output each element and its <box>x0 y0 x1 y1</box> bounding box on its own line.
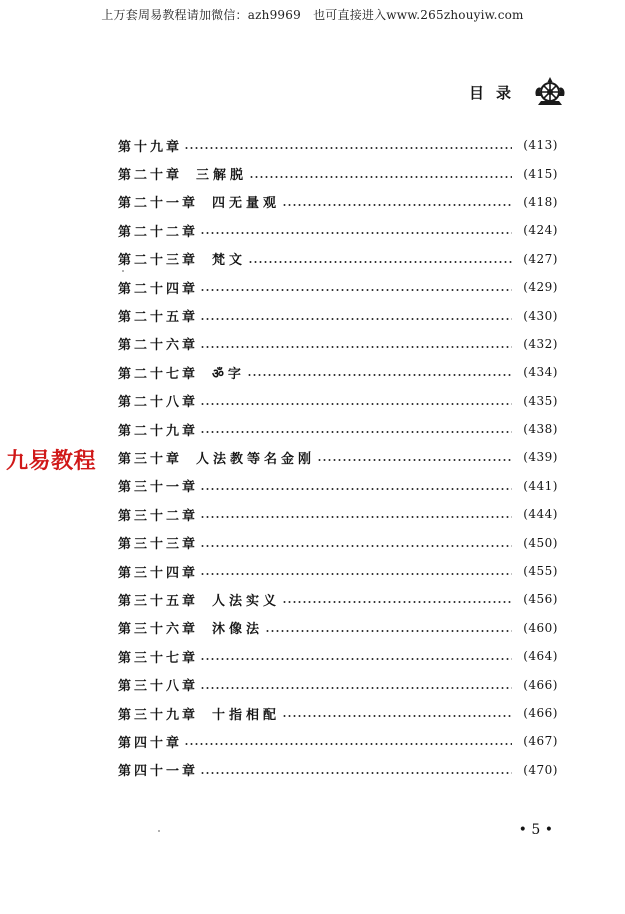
dot-leader <box>200 318 512 320</box>
chapter-label: 第二十二章 <box>118 224 199 240</box>
toc-page-number: (470) <box>523 762 558 777</box>
chapter-title: 沐像法 <box>212 622 264 638</box>
page-title: 目录 <box>468 83 523 102</box>
toc-row <box>118 245 558 273</box>
chapter-title: 人法实义 <box>212 593 281 609</box>
toc-page-number: (439) <box>523 450 558 465</box>
toc-page-number: (430) <box>523 308 558 323</box>
dot-leader <box>200 573 512 575</box>
side-brand-watermark: 九易教程 <box>6 449 97 474</box>
toc-page-number: (467) <box>523 734 558 749</box>
toc-row <box>118 557 558 585</box>
section-header <box>469 76 567 108</box>
chapter-label: 第十九章 <box>118 139 183 155</box>
chapter-title: 十指相配 <box>212 707 281 723</box>
chapter-title: 梵文 <box>212 253 247 269</box>
dot-leader <box>282 601 512 603</box>
chapter-label: 第三十四章 <box>118 565 199 581</box>
scan-speck <box>158 830 160 832</box>
dot-leader <box>200 488 512 490</box>
chapter-title: 人法教等名金刚 <box>196 451 316 467</box>
chapter-label: 第三十一章 <box>118 480 199 496</box>
chapter-label: 第二十三章 <box>118 253 199 269</box>
toc-row <box>118 642 558 670</box>
toc-row <box>118 585 558 613</box>
toc-page-number: (432) <box>523 336 558 351</box>
toc-page-number: (415) <box>523 166 558 181</box>
chapter-label: 第二十六章 <box>118 338 199 354</box>
dot-leader <box>282 715 512 717</box>
chapter-label: 第三十八章 <box>118 679 199 695</box>
chapter-title: ॐ字 <box>212 366 245 382</box>
chapter-label: 第二十章 <box>118 168 183 184</box>
toc-row <box>118 699 558 727</box>
toc-row <box>118 472 558 500</box>
dot-leader <box>200 346 512 348</box>
toc-row <box>118 301 558 329</box>
toc-row <box>118 358 558 386</box>
toc-page-number: (441) <box>523 478 558 493</box>
dot-leader <box>184 147 512 149</box>
toc-page-number: (427) <box>523 251 558 266</box>
dot-leader <box>200 232 512 234</box>
toc-page-number: (434) <box>523 365 558 380</box>
dot-leader <box>200 289 512 291</box>
toc-row <box>118 528 558 556</box>
toc-row <box>118 188 558 216</box>
toc-row <box>118 500 558 528</box>
toc-row <box>118 216 558 244</box>
page-number: • 5 • <box>518 822 553 838</box>
toc-row <box>118 415 558 443</box>
toc-row <box>118 273 558 301</box>
toc-row <box>118 670 558 698</box>
toc-row <box>118 614 558 642</box>
chapter-label: 第二十九章 <box>118 423 199 439</box>
chapter-label: 第二十四章 <box>118 281 199 297</box>
toc-page-number: (464) <box>523 649 558 664</box>
chapter-label: 第三十三章 <box>118 537 199 553</box>
dot-leader <box>200 403 512 405</box>
chapter-label: 第三十六章 <box>118 622 199 638</box>
chapter-label: 第四十一章 <box>118 764 199 780</box>
dot-leader <box>200 545 512 547</box>
toc-page-number: (435) <box>523 393 558 408</box>
dot-leader <box>248 261 512 263</box>
watermark-banner: 上万套周易教程请加微信：azh9969 也可直接进入www.265zhouyiw.com <box>101 8 524 22</box>
chapter-label: 第三十七章 <box>118 650 199 666</box>
chapter-label: 第三十二章 <box>118 508 199 524</box>
chapter-label: 第三十章 <box>118 451 183 467</box>
toc-page-number: (455) <box>523 564 558 579</box>
chapter-label: 第三十九章 <box>118 707 199 723</box>
toc-page-number: (413) <box>523 138 558 153</box>
chapter-label: 第二十一章 <box>118 196 199 212</box>
dot-leader <box>200 772 512 774</box>
dot-leader <box>247 374 512 376</box>
dot-leader <box>249 176 512 178</box>
toc-row <box>118 756 558 784</box>
toc-row <box>118 387 558 415</box>
toc-page-number: (466) <box>523 706 558 720</box>
toc-page-number: (444) <box>523 507 558 522</box>
dot-leader <box>317 459 512 461</box>
toc-row <box>118 330 558 358</box>
scan-speck <box>122 270 124 272</box>
toc-page-number: (438) <box>523 422 558 437</box>
toc-page-number: (418) <box>523 194 558 209</box>
toc-row <box>118 727 558 755</box>
toc-page-number: (429) <box>523 280 558 295</box>
dot-leader <box>200 658 512 660</box>
toc-page-number: (450) <box>523 535 558 550</box>
toc-row <box>118 131 558 159</box>
chapter-label: 第二十五章 <box>118 310 199 326</box>
toc-page-number: (460) <box>523 620 558 635</box>
chapter-label: 第三十五章 <box>118 593 199 609</box>
toc-page-number: (424) <box>523 223 558 238</box>
table-of-contents <box>118 131 558 784</box>
dot-leader <box>200 431 512 433</box>
chapter-label: 第四十章 <box>118 735 183 751</box>
toc-row <box>118 443 558 471</box>
dot-leader <box>200 687 512 689</box>
toc-row <box>118 159 558 187</box>
chapter-title: 三解脱 <box>196 168 248 184</box>
dot-leader <box>184 743 512 745</box>
dot-leader <box>200 516 512 518</box>
dot-leader <box>282 204 512 206</box>
toc-page-number: (456) <box>523 592 558 607</box>
chapter-label: 第二十八章 <box>118 395 199 411</box>
toc-page-number: (466) <box>523 677 558 692</box>
chapter-title: 四无量观 <box>212 196 281 212</box>
chapter-label: 第二十七章 <box>118 366 199 382</box>
dot-leader <box>265 630 512 632</box>
dharma-wheel-ornament-icon <box>533 76 567 108</box>
